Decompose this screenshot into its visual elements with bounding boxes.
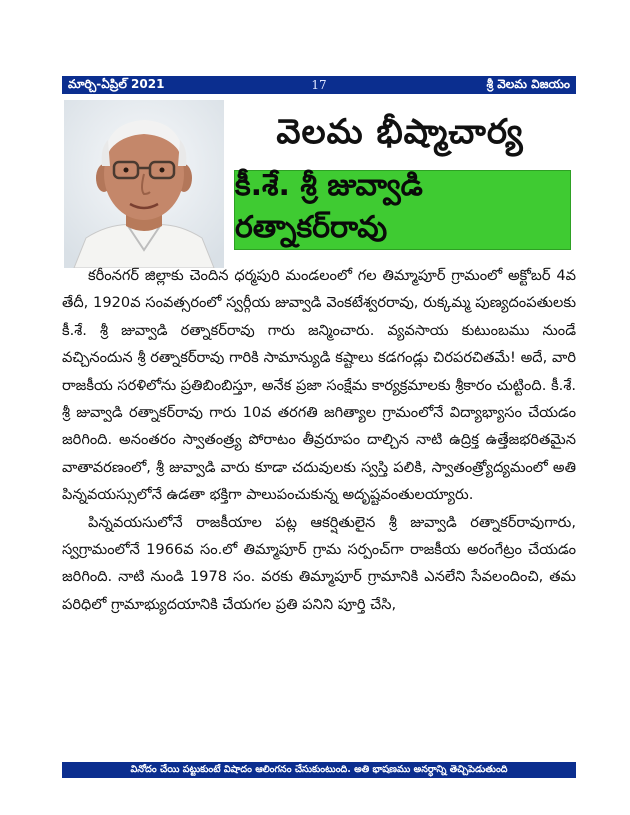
subject-name-banner (234, 170, 571, 250)
article-title: వెలమ భీష్మాచార్య (276, 112, 524, 152)
header-bar (62, 76, 576, 94)
portrait-icon (64, 100, 224, 268)
page-number: 17 (311, 78, 327, 92)
article-paragraph-2: పిన్నవయసులోనే రాజకీయాల పట్ల ఆకర్షితులైన శ్రీ జువ్వాడి రత్నాకర్‌రావుగారు, స్వగ్రామంలోనే 1966వ సం.లో తిమ్మాపూర్ గ్రామ సర్పంచ్‌గా రాజకీయ అరంగేట్రం చేయడం జరిగింది. నాటి నుండి 1978 సం. వరకు తిమ్మాపూర్ గ్రామానికి ఎనలేని సేవలందించి, తమ పరిధిలో గ్రామాభ్యుదయానికి చేయగల ప్రతి పనిని పూర్తి చేసి, (62, 513, 576, 613)
article-paragraph-1: కరీంనగర్ జిల్లాకు చెందిన ధర్మపురి మండలంలో గల తిమ్మాపూర్ గ్రామంలో అక్టోబర్ 4వ తేదీ, 1920వ సంవత్సరంలో స్వర్గీయ జువ్వాడి వెంకటేశ్వరరావు, రుక్కమ్మ పుణ్యదంపతులకు కీ.శే. శ్రీ జువ్వాడి రత్నాకర్‌రావు గారు జన్మించారు. వ్యవసాయ కుటుంబము నుండే వచ్చినందున శ్రీ రత్నాకర్‌రావు గారికి సామాన్యుడి కష్టాలు కడగండ్లు చిరపరచితమే! అదే, వారి రాజకీయ సరళిలోను ప్రతిబింబిస్తూ, అనేక ప్రజా సంక్షేమ కార్యక్రమాలకు శ్రీకారం చుట్టింది. కీ.శే. శ్రీ జువ్వాడి రత్నాకర్‌రావు గారు 10వ తరగతి జగిత్యాల గ్రామంలోనే విద్యాభ్యాసం చేయడం జరిగింది. అనంతరం స్వాతంత్ర్య పోరాటం తీవ్రరూపం దాల్చిన నాటి ఉద్రిక్త ఉత్తేజభరితమైన వాతావరణంలో, శ్రీ జువ్వాడి వారు కూడా చదువులకు స్వస్తి పలికి, స్వాతంత్ర్యోద్యమంలో అతి పిన్నవయస్సులోనే ఉడతా భక్తిగా పాలుపంచుకున్న అదృష్టవంతులయ్యారు. (62, 267, 576, 504)
footer-quote: వినోదం చేయి పట్టుకుంటే విషాదం ఆలింగనం చేసుకుంటుంది. అతి భాషణము అనర్ధాన్ని తెచ్చిపెడుతుంది (130, 763, 508, 775)
subject-name: కీ.శే. శ్రీ జువ్వాడి రత్నాకర్‌రావు (235, 168, 423, 245)
article-body (62, 262, 576, 618)
magazine-name: శ్రీ వెలమ విజయం (486, 76, 570, 91)
issue-date: మార్చి-ఏప్రిల్ 2021 (68, 76, 165, 91)
portrait-photo (64, 100, 224, 268)
footer-bar (62, 762, 576, 778)
